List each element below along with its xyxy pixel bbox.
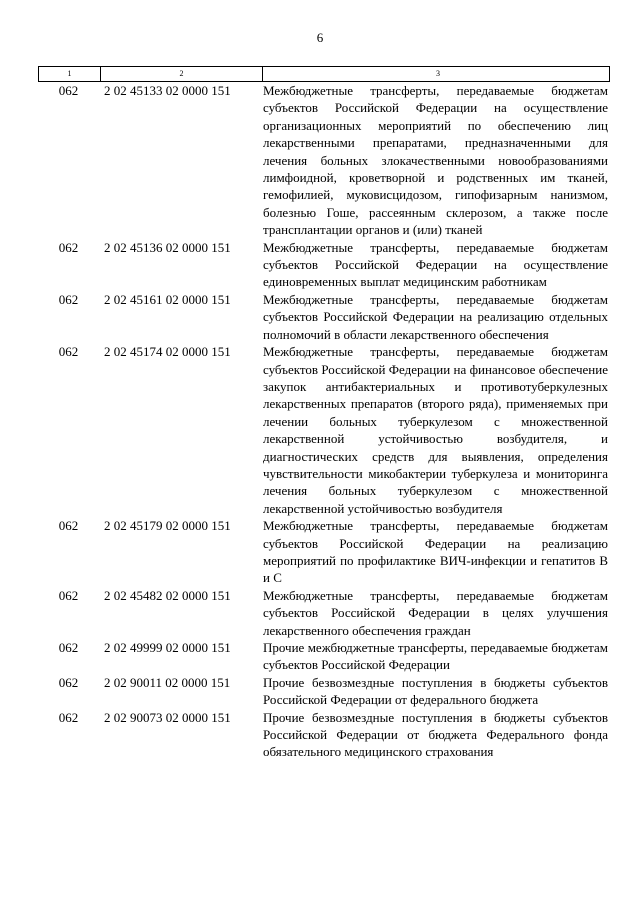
admin-code-cell: 062 bbox=[58, 344, 79, 360]
table-row bbox=[38, 343, 610, 517]
budget-code-cell: 2 02 90011 02 0000 151 bbox=[104, 674, 231, 690]
description-cell: Межбюджетные трансферты, передаваемые бюджетам субъектов Российской Федерации на реализацию отдельных полномочий в области лекарственного обеспечения bbox=[263, 291, 608, 342]
table-row bbox=[38, 291, 610, 343]
admin-code-cell: 062 bbox=[58, 239, 79, 255]
table-row bbox=[38, 709, 610, 761]
column-header-2: 2 bbox=[101, 67, 263, 81]
budget-code-cell: 2 02 49999 02 0000 151 bbox=[104, 640, 231, 655]
table-body bbox=[38, 82, 610, 761]
admin-code-cell: 062 bbox=[58, 518, 79, 534]
table-row bbox=[38, 587, 610, 639]
description-cell: Прочие межбюджетные трансферты, передаваемые бюджетам субъектов Российской Федерации bbox=[263, 640, 608, 673]
budget-code-cell: 2 02 45174 02 0000 151 bbox=[104, 344, 231, 360]
description-cell: Прочие безвозмездные поступления в бюджеты субъектов Российской Федерации от федерального бюджета bbox=[263, 674, 608, 708]
description-cell: Прочие безвозмездные поступления в бюджеты субъектов Российской Федерации от бюджета Федерального фонда обязательного медицинского страхования bbox=[263, 709, 608, 760]
table-row bbox=[38, 639, 610, 674]
admin-code-cell: 062 bbox=[58, 587, 79, 603]
description-cell: Межбюджетные трансферты, передаваемые бюджетам субъектов Российской Федерации в целях улучшения лекарственного обеспечения граждан bbox=[263, 587, 608, 638]
description-cell: Межбюджетные трансферты, передаваемые бюджетам субъектов Российской Федерации на реализацию мероприятий по профилактике ВИЧ-инфекции и гепатитов В и С bbox=[263, 518, 608, 586]
page-number: 6 bbox=[316, 30, 324, 45]
description-cell: Межбюджетные трансферты, передаваемые бюджетам субъектов Российской Федерации на осуществление организационных мероприятий по обеспечению лиц лекарственными препаратами, предназначенными для лечения больных злокачественными новообразованиями лимфоидной, кроветворной и родственных им тканей, гемофилией, муковисцидозом, гипофизарным нанизмом, болезнью Гоше, рассеянным склерозом, а также после трансплантации органов и (или) тканей bbox=[263, 83, 608, 238]
revenue-codes-table bbox=[38, 66, 610, 761]
admin-code-cell: 062 bbox=[58, 709, 79, 725]
admin-code-cell: 062 bbox=[58, 291, 79, 307]
table-row bbox=[38, 239, 610, 291]
table-row bbox=[38, 674, 610, 709]
description-cell: Межбюджетные трансферты, передаваемые бюджетам субъектов Российской Федерации на осуществление единовременных выплат медицинским работникам bbox=[263, 239, 608, 290]
budget-code-cell: 2 02 45136 02 0000 151 bbox=[104, 239, 231, 255]
admin-code-cell: 062 bbox=[58, 640, 79, 655]
description-cell: Межбюджетные трансферты, передаваемые бюджетам субъектов Российской Федерации на финансовое обеспечение закупок антибактериальных и противотуберкулезных лекарственных препаратов (второго ряда), применяемых при лечении больных туберкулезом с множественной лекарственной устойчивостью возбудителя, и диагностических средств для выявления, определения чувствительности микобактерии туберкулеза и мониторинга лечения больных туберкулезом с множественной лекарственной устойчивостью возбудителя bbox=[263, 344, 608, 516]
table-header-row bbox=[38, 66, 610, 82]
table-row bbox=[38, 82, 610, 239]
budget-code-cell: 2 02 45482 02 0000 151 bbox=[104, 587, 231, 603]
budget-code-cell: 2 02 90073 02 0000 151 bbox=[104, 709, 231, 725]
table-row bbox=[38, 517, 610, 587]
budget-code-cell: 2 02 45161 02 0000 151 bbox=[104, 291, 231, 307]
admin-code-cell: 062 bbox=[58, 674, 79, 690]
budget-code-cell: 2 02 45133 02 0000 151 bbox=[104, 83, 231, 98]
column-header-1: 1 bbox=[39, 67, 101, 81]
budget-code-cell: 2 02 45179 02 0000 151 bbox=[104, 518, 231, 534]
column-header-3: 3 bbox=[436, 69, 440, 78]
admin-code-cell: 062 bbox=[58, 83, 79, 98]
